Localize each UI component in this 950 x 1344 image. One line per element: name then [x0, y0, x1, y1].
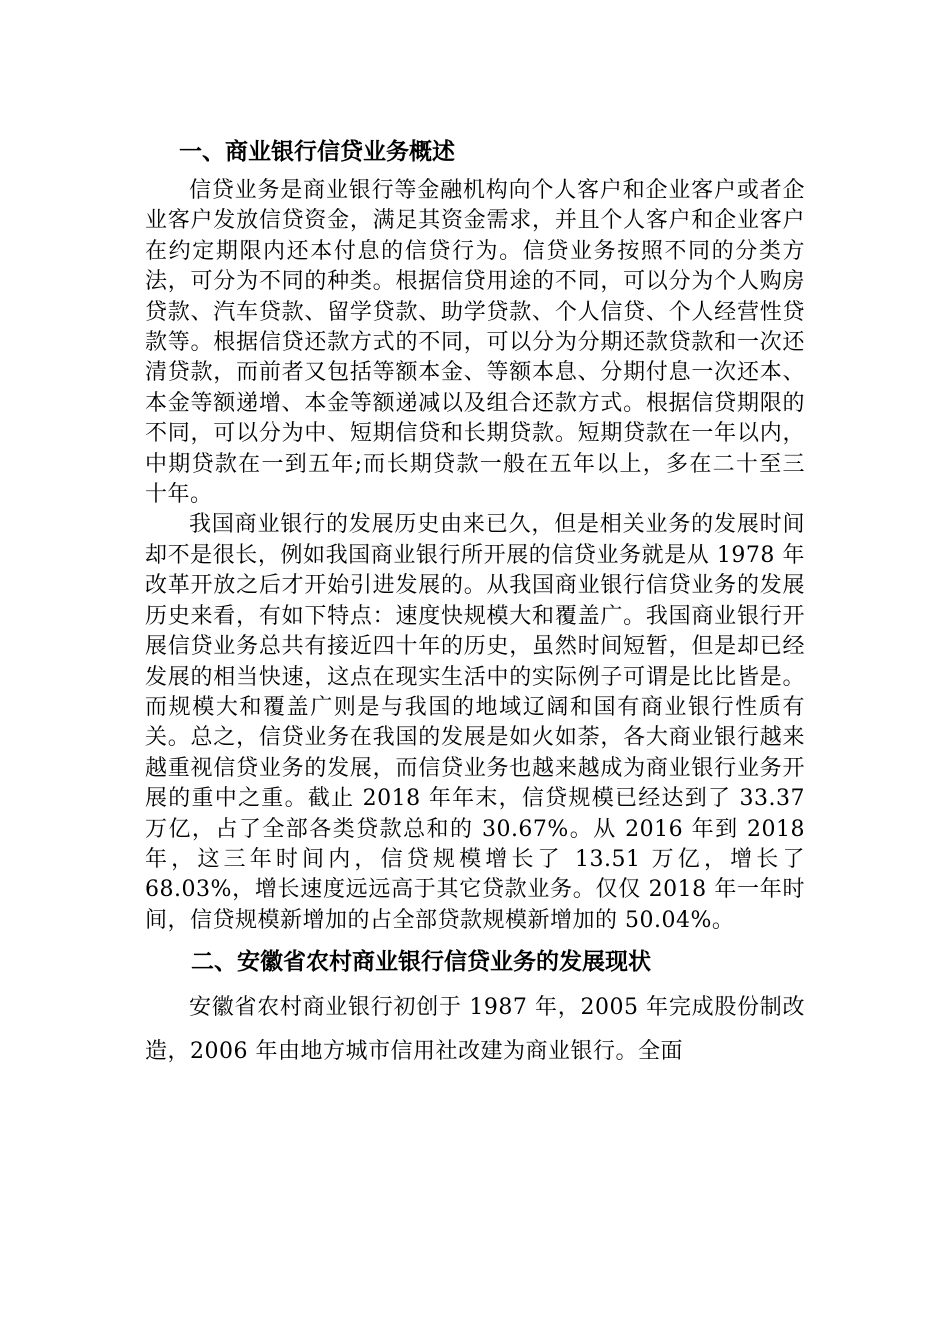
body-paragraph: 信贷业务是商业银行等金融机构向个人客户和企业客户或者企业客户发放信贷资金，满足其资金需求，并且个人客户和企业客户在约定期限内还本付息的信贷行为。信贷业务按照不同的分类方法，可分为不同的种类。根据信贷用途的不同，可以分为个人购房贷款、汽车贷款、留学贷款、助学贷款、个人信贷、个人经营性贷款等。根据信贷还款方式的不同，可以分为分期还款贷款和一次还清贷款，而前者又包括等额本金、等额本息、分期付息一次还本、本金等额递增、本金等额递减以及组合还款方式。根据信贷期限的不同，可以分为中、短期信贷和长期贷款。短期贷款在一年以内，中期贷款在一到五年;而长期贷款一般在五年以上，多在二十至三十年。	[145, 178, 805, 508]
body-paragraph: 安徽省农村商业银行初创于 1987 年，2005 年完成股份制改造，2006 年由地方城市信用社改建为商业银行。全面	[145, 995, 805, 1065]
section-heading: 一、商业银行信贷业务概述	[179, 139, 455, 165]
body-paragraph: 我国商业银行的发展历史由来已久，但是相关业务的发展时间却不是很长，例如我国商业银行所开展的信贷业务就是从 1978 年改革开放之后才开始引进发展的。从我国商业银行信贷业务的发展历史来看，有如下特点：速度快规模大和覆盖广。我国商业银行开展信贷业务总共有接近四十年的历史，虽然时间短暂，但是却已经发展的相当快速，这点在现实生活中的实际例子可谓是比比皆是。而规模大和覆盖广则是与我国的地域辽阔和国有商业银行性质有关。总之，信贷业务在我国的发展是如火如荼，各大商业银行越来越重视信贷业务的发展，而信贷业务也越来越成为商业银行业务开展的重中之重。截止 2018 年年末，信贷规模已经达到了 33.37 万亿，占了全部各类贷款总和的 30.67%。从 2016 年到 2018 年，这三年时间内，信贷规模增长了 13.51 万亿，增长了 68.03%，增长速度远远高于其它贷款业务。仅仅 2018 年一年时间，信贷规模新增加的占全部贷款规模新增加的 50.04%。	[145, 512, 805, 933]
section-heading: 二、安徽省农村商业银行信贷业务的发展现状	[191, 949, 651, 976]
document-page	[145, 128, 805, 1074]
